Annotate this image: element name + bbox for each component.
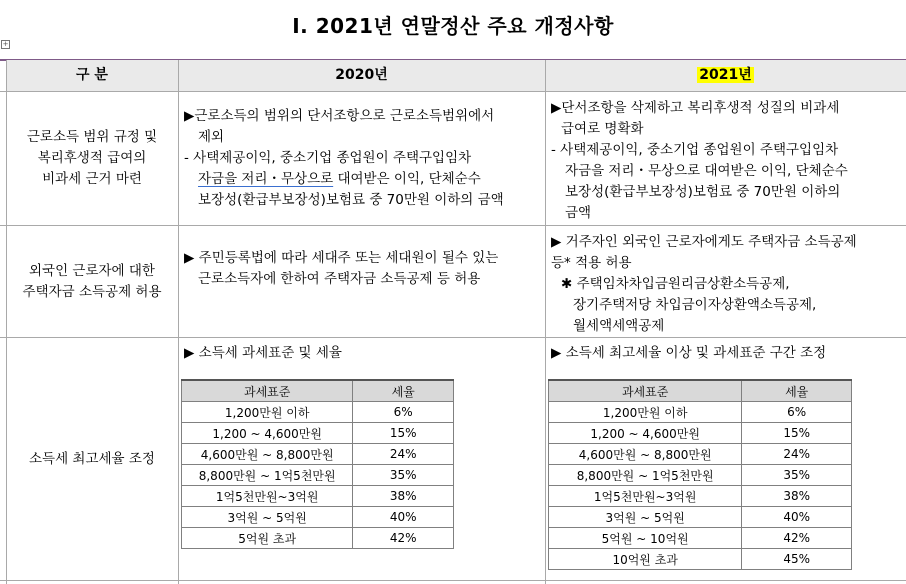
tax-rate-cell: 24%: [742, 444, 852, 465]
table-row: [549, 423, 852, 444]
cell-2020-income-scope: [184, 106, 542, 211]
table-row: [549, 402, 852, 423]
dash-item-cont: 자금을 저리・무상으로 대여받은 이익, 단체순수: [565, 163, 848, 179]
table-row: [549, 507, 852, 528]
bullet-text-cont: 제외: [198, 129, 225, 145]
tax-bracket-cell: 1,200 ~ 4,600만원: [182, 423, 353, 444]
table-row: [182, 528, 454, 549]
tax-rate-cell: 35%: [742, 465, 852, 486]
table-row: [549, 549, 852, 570]
table-row: [182, 423, 454, 444]
bullet-text: ▶ 주민등록법에 따라 세대주 또는 세대원이 될수 있는: [184, 250, 499, 266]
bullet-text: ▶ 소득세 최고세율 이상 및 과세표준 구간 조정: [551, 345, 827, 361]
tax-table-2020: [181, 379, 454, 549]
bullet-text: ▶ 소득세 과세표준 및 세율: [184, 345, 342, 361]
tax-bracket-cell: 8,800만원 ~ 1억5천만원: [182, 465, 353, 486]
tax-rate-cell: 42%: [742, 528, 852, 549]
cell-2021-tax-rate-title: [551, 343, 903, 364]
page-title: Ⅰ. 2021년 연말정산 주요 개정사항: [292, 14, 614, 38]
table-row: [549, 528, 852, 549]
table-row: [182, 507, 454, 528]
cell-2021-foreign-worker: [551, 232, 903, 337]
row-label-tax-rate: [6, 338, 178, 580]
row-label-income-scope: [6, 92, 178, 225]
tax-header-base: 과세표준: [182, 380, 353, 402]
dash-item: - 사택제공이익, 중소기업 종업원이 주택구입임차: [184, 150, 472, 166]
tax-table-2021: [548, 379, 852, 570]
table-row: [549, 444, 852, 465]
tax-rate-cell: 15%: [742, 423, 852, 444]
dash-item-cont: 보장성(환급부보장성)보험료 중 70만원 이하의 금액: [198, 192, 504, 208]
bullet-text: ▶단서조항을 삭제하고 복리후생적 성질의 비과세: [551, 100, 840, 116]
header-category: 구 분: [76, 67, 108, 83]
tax-bracket-cell: 4,600만원 ~ 8,800만원: [182, 444, 353, 465]
table-anchor-icon[interactable]: +: [2, 40, 9, 48]
col-rule-1: [178, 60, 179, 584]
table-row: [549, 465, 852, 486]
bullet-text: ▶근로소득의 범위의 단서조항으로 근로소득범위에서: [184, 108, 495, 124]
tax-rate-cell: 38%: [742, 486, 852, 507]
tax-rate-cell: 35%: [353, 465, 454, 486]
tax-bracket-cell: 5억원 ~ 10억원: [549, 528, 742, 549]
tax-bracket-cell: 3억원 ~ 5억원: [182, 507, 353, 528]
row-label-line: 복리후생적 급여의: [37, 150, 147, 166]
row-label-line: 근로소득 범위 규정 및: [26, 129, 158, 145]
tax-bracket-cell: 8,800만원 ~ 1억5천만원: [549, 465, 742, 486]
tax-rate-cell: 38%: [353, 486, 454, 507]
header-2021-wrap: [545, 60, 906, 91]
note-text: 월세액세액공제: [573, 318, 665, 334]
tax-bracket-cell: 1,200 ~ 4,600만원: [549, 423, 742, 444]
bullet-text-cont: 근로소득자에 한하여 주택자금 소득공제 등 허용: [198, 271, 481, 287]
bullet-text-cont: 등* 적용 허용: [551, 255, 632, 271]
tax-rate-cell: 24%: [353, 444, 454, 465]
row-label-line: 비과세 근거 마련: [42, 171, 142, 187]
tax-bracket-cell: 1,200만원 이하: [182, 402, 353, 423]
tax-bracket-cell: 1억5천만원~3억원: [549, 486, 742, 507]
note-text: 장기주택저당 차입금이자상환액소득공제,: [573, 297, 817, 313]
tax-rate-cell: 15%: [353, 423, 454, 444]
tax-rate-cell: 40%: [353, 507, 454, 528]
header-2020: 2020년: [335, 67, 388, 83]
tax-bracket-cell: 10억원 초과: [549, 549, 742, 570]
tax-bracket-cell: 1억5천만원~3억원: [182, 486, 353, 507]
bullet-text: ▶ 거주자인 외국인 근로자에게도 주택자금 소득공제: [551, 234, 857, 250]
row-label-line: 주택자금 소득공제 허용: [22, 283, 162, 300]
row-label-line: 외국인 근로자에 대한: [29, 262, 155, 279]
table-row: [182, 465, 454, 486]
dash-item-cont: 보장성(환급부보장성)보험료 중 70만원 이하의: [565, 184, 841, 200]
table-row: [182, 486, 454, 507]
tax-rate-cell: 6%: [353, 402, 454, 423]
row-label-line: 소득세 최고세율 조정: [29, 450, 155, 467]
cell-2020-foreign-worker: [184, 248, 542, 290]
tax-bracket-cell: 1,200만원 이하: [549, 402, 742, 423]
table-row: [182, 444, 454, 465]
note-text: ✱ 주택임차차입금원리금상환소득공제,: [561, 276, 790, 292]
dash-item: - 사택제공이익, 중소기업 종업원이 주택구입임차: [551, 142, 839, 158]
dash-item-cont: 대여받은 이익, 단체순수: [333, 171, 481, 187]
tax-header-rate: 세율: [353, 380, 454, 402]
header-2021: 2021년: [699, 67, 752, 83]
tax-rate-cell: 45%: [742, 549, 852, 570]
cell-2020-tax-rate-title: [184, 343, 542, 364]
table-row: [549, 486, 852, 507]
bullet-text-cont: 급여로 명확화: [561, 121, 644, 137]
cell-2021-income-scope: [551, 98, 903, 224]
tax-bracket-cell: 4,600만원 ~ 8,800만원: [549, 444, 742, 465]
underlined-text: 자금을 저리・무상으로: [198, 171, 334, 187]
tax-bracket-cell: 3억원 ~ 5억원: [549, 507, 742, 528]
tax-header-base: 과세표준: [549, 380, 742, 402]
tax-bracket-cell: 5억원 초과: [182, 528, 353, 549]
row-rule-3: [0, 580, 906, 581]
tax-header-rate: 세율: [742, 380, 852, 402]
tax-rate-cell: 6%: [742, 402, 852, 423]
dash-item-cont: 금액: [565, 205, 592, 221]
row-label-foreign-worker: [6, 226, 178, 337]
tax-rate-cell: 42%: [353, 528, 454, 549]
table-row: [182, 402, 454, 423]
tax-rate-cell: 40%: [742, 507, 852, 528]
col-rule-2: [545, 60, 546, 584]
